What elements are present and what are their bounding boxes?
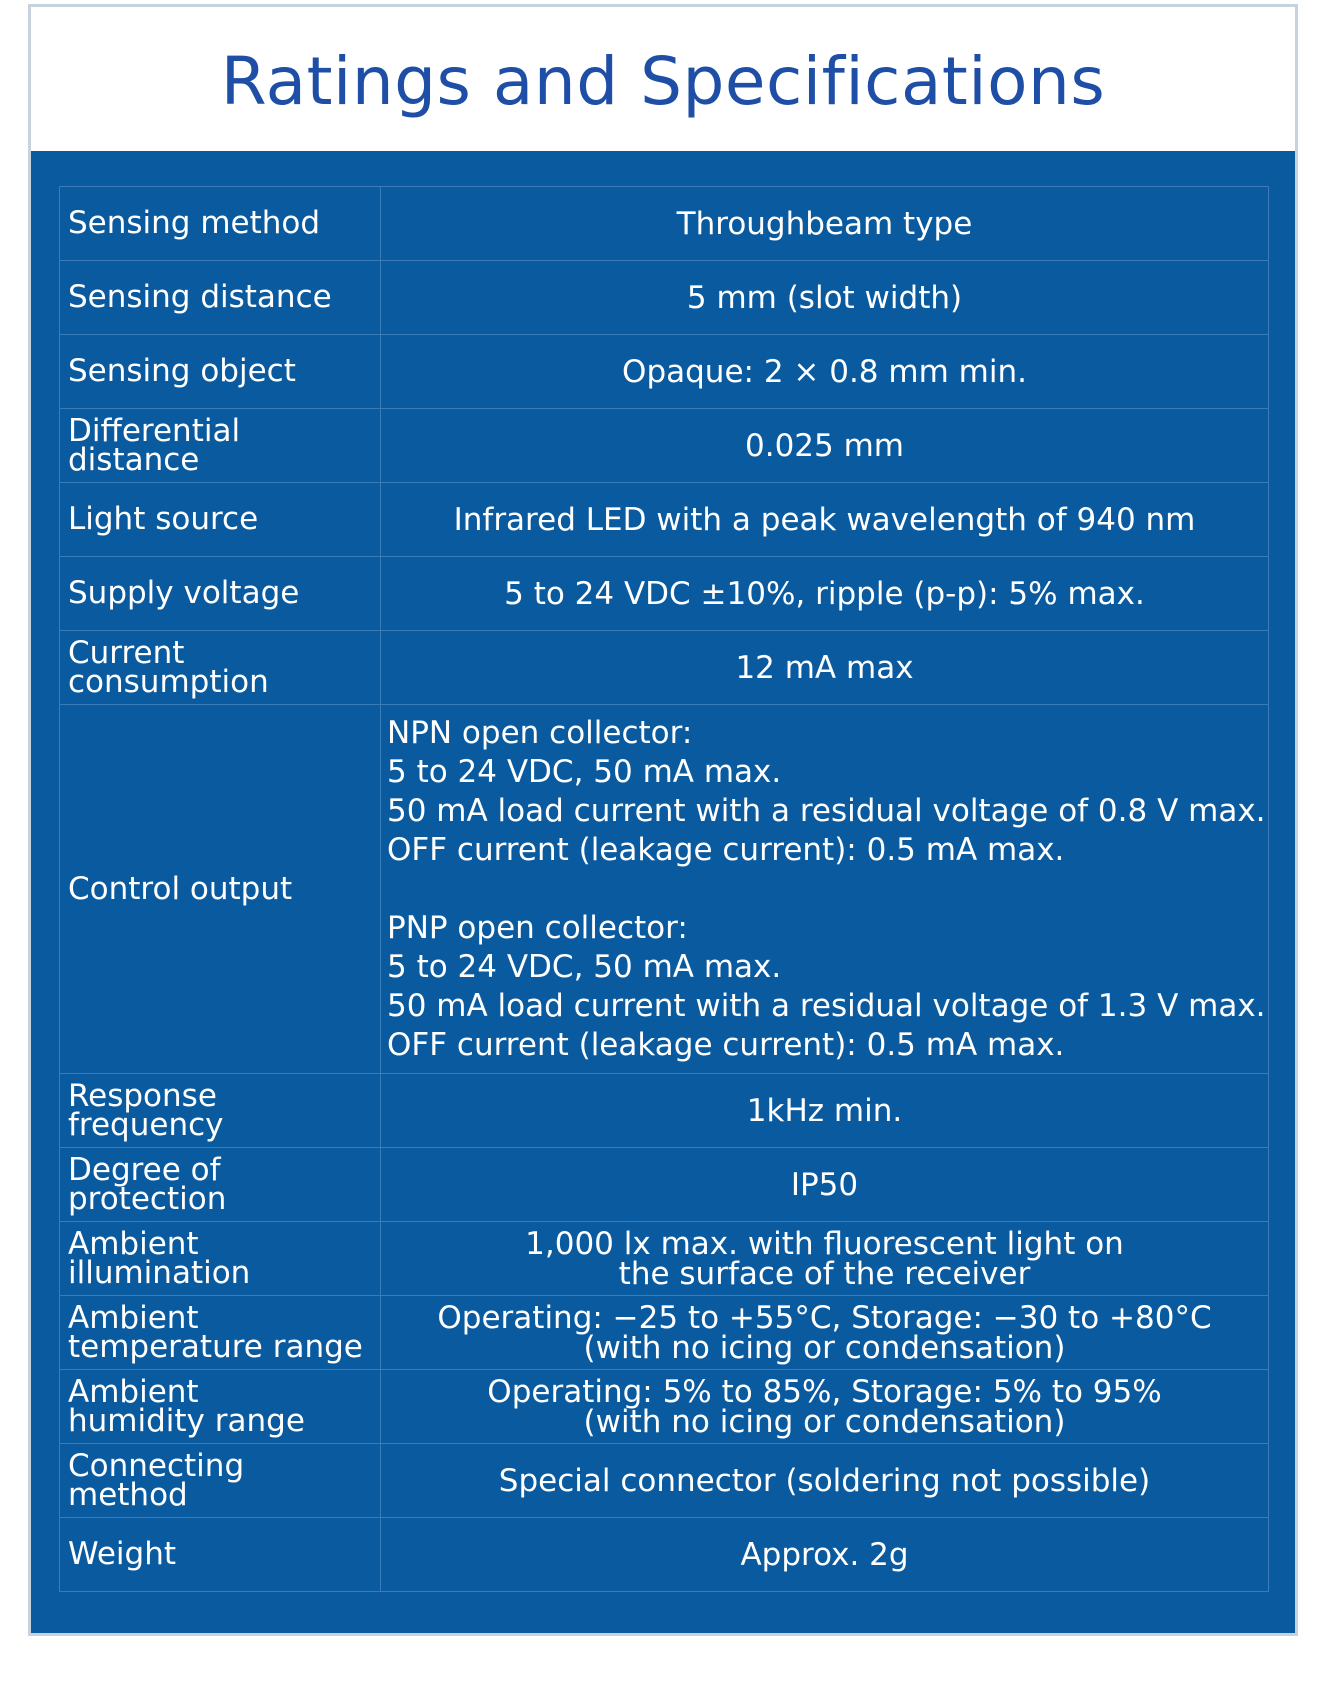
spec-value-line: (with no icing or condensation)	[583, 1403, 1066, 1440]
spec-label-line: Ambient	[68, 1373, 199, 1410]
npn-line: NPN open collector:	[387, 714, 693, 751]
spec-row-sensing-object	[60, 335, 1269, 409]
npn-line: OFF current (leakage current): 0.5 mA max.	[387, 831, 1065, 868]
spec-label	[60, 1222, 381, 1296]
spec-label-line: Ambient	[68, 1299, 199, 1336]
spec-label-line: Current	[68, 634, 185, 671]
spec-value: Approx. 2g	[381, 1518, 1269, 1592]
spec-value: 1kHz min.	[381, 1074, 1269, 1148]
spec-value	[381, 1222, 1269, 1296]
spec-value	[381, 1296, 1269, 1370]
spec-row-sensing-method	[60, 187, 1269, 261]
spec-panel	[31, 151, 1295, 1633]
spec-label-line: frequency	[68, 1106, 224, 1143]
spec-label-line: humidity range	[68, 1402, 305, 1439]
spec-value: Throughbeam type	[381, 187, 1269, 261]
spec-value-line: (with no icing or condensation)	[583, 1329, 1066, 1366]
pnp-line: OFF current (leakage current): 0.5 mA max.	[387, 1026, 1065, 1063]
spec-label: Light source	[60, 483, 381, 557]
spec-row-sensing-distance	[60, 261, 1269, 335]
spec-value: IP50	[381, 1148, 1269, 1222]
spec-value-line: the surface of the receiver	[618, 1255, 1031, 1292]
spec-row-differential-distance	[60, 409, 1269, 483]
spec-label	[60, 1296, 381, 1370]
spec-label-line: distance	[68, 441, 200, 478]
spec-value: 5 to 24 VDC ±10%, ripple (p-p): 5% max.	[381, 557, 1269, 631]
spec-value: 12 mA max	[381, 631, 1269, 705]
spec-row-light-source	[60, 483, 1269, 557]
spec-label: Control output	[60, 705, 381, 1074]
spec-label	[60, 1148, 381, 1222]
spec-row-current-consumption	[60, 631, 1269, 705]
npn-line: 50 mA load current with a residual voltage of 0.8 V max.	[387, 792, 1266, 829]
page-title: Ratings and Specifications	[220, 42, 1106, 120]
spec-label-line: illumination	[68, 1254, 251, 1291]
spec-value: Infrared LED with a peak wavelength of 940 nm	[381, 483, 1269, 557]
pnp-line: 50 mA load current with a residual voltage of 1.3 V max.	[387, 987, 1266, 1024]
spec-label: Supply voltage	[60, 557, 381, 631]
spec-value: 0.025 mm	[381, 409, 1269, 483]
spec-label-line: Ambient	[68, 1225, 199, 1262]
spec-label	[60, 1074, 381, 1148]
spec-value: Special connector (soldering not possible)	[381, 1444, 1269, 1518]
spec-label-line: temperature range	[68, 1328, 363, 1365]
spec-row-ambient-humidity	[60, 1370, 1269, 1444]
spec-label: Sensing distance	[60, 261, 381, 335]
spec-row-response-frequency	[60, 1074, 1269, 1148]
spec-label-line: Degree of	[68, 1151, 221, 1188]
spec-value-line: Operating: −25 to +55°C, Storage: −30 to +80°C	[437, 1299, 1212, 1336]
spec-value	[381, 705, 1269, 1074]
spec-row-weight	[60, 1518, 1269, 1592]
spec-label: Sensing object	[60, 335, 381, 409]
spec-value	[381, 1370, 1269, 1444]
spec-value: Opaque: 2 × 0.8 mm min.	[381, 335, 1269, 409]
spec-label: Sensing method	[60, 187, 381, 261]
spec-label	[60, 409, 381, 483]
spec-value: 5 mm (slot width)	[381, 261, 1269, 335]
spec-value-line: 1,000 lx max. with fluorescent light on	[525, 1225, 1124, 1262]
spec-row-degree-of-protection	[60, 1148, 1269, 1222]
spec-label	[60, 631, 381, 705]
spec-label: Weight	[60, 1518, 381, 1592]
spec-label	[60, 1370, 381, 1444]
spec-row-ambient-temperature	[60, 1296, 1269, 1370]
pnp-line: PNP open collector:	[387, 909, 688, 946]
spec-value-line: Operating: 5% to 85%, Storage: 5% to 95%	[487, 1373, 1162, 1410]
title-bar	[31, 7, 1295, 151]
spec-row-connecting-method	[60, 1444, 1269, 1518]
spec-label-line: consumption	[68, 663, 269, 700]
spec-label-line: Response	[68, 1077, 217, 1114]
spec-label-line: Differential	[68, 412, 241, 449]
spec-row-supply-voltage	[60, 557, 1269, 631]
spec-row-ambient-illumination	[60, 1222, 1269, 1296]
spec-label-line: Connecting	[68, 1447, 245, 1484]
spec-card	[28, 4, 1298, 1636]
spec-table	[59, 186, 1269, 1592]
spec-row-control-output	[60, 705, 1269, 1074]
spec-label	[60, 1444, 381, 1518]
section-spacer	[387, 870, 1268, 909]
spec-label-line: method	[68, 1476, 188, 1513]
pnp-line: 5 to 24 VDC, 50 mA max.	[387, 948, 782, 985]
spec-label-line: protection	[68, 1180, 227, 1217]
npn-line: 5 to 24 VDC, 50 mA max.	[387, 753, 782, 790]
